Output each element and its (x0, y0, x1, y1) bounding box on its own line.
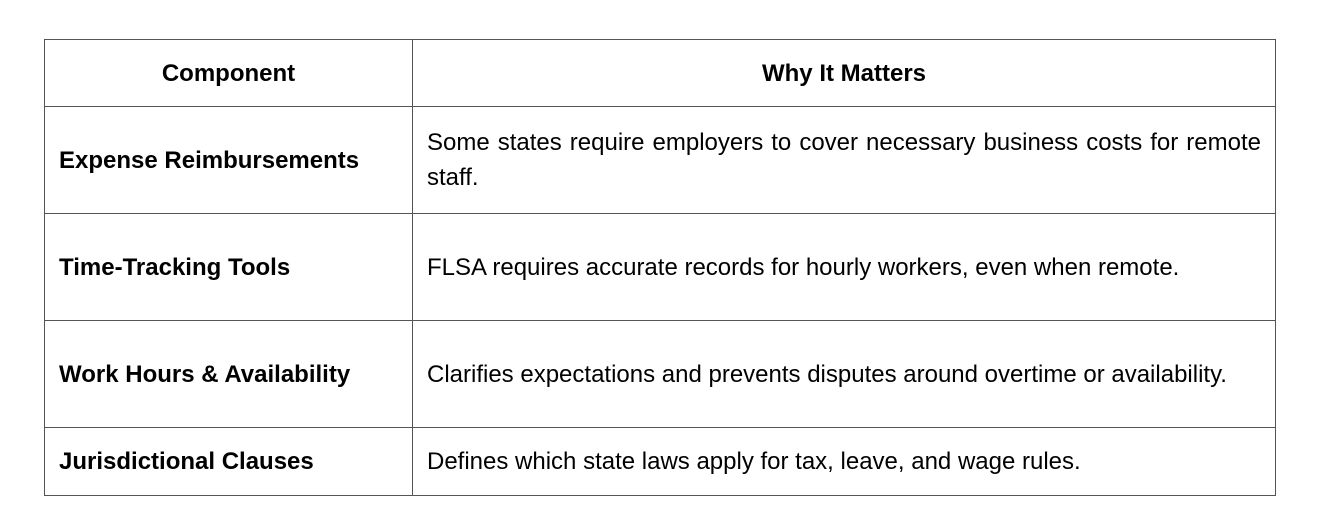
table-row (45, 321, 1276, 428)
component-cell: Jurisdictional Clauses (45, 428, 413, 496)
table-row (45, 214, 1276, 321)
header-component: Component (45, 40, 413, 107)
table-row (45, 107, 1276, 214)
table-header-row (45, 40, 1276, 107)
why-cell: Some states require employers to cover necessary business costs for remote staff. (413, 107, 1276, 214)
component-cell: Work Hours & Availability (45, 321, 413, 428)
table-row (45, 428, 1276, 496)
why-cell: FLSA requires accurate records for hourly workers, even when remote. (413, 214, 1276, 321)
components-table (44, 39, 1276, 496)
why-cell: Clarifies expectations and prevents disputes around overtime or availability. (413, 321, 1276, 428)
component-cell: Time-Tracking Tools (45, 214, 413, 321)
component-cell: Expense Reimbursements (45, 107, 413, 214)
why-cell: Defines which state laws apply for tax, leave, and wage rules. (413, 428, 1276, 496)
header-why-it-matters: Why It Matters (413, 40, 1276, 107)
